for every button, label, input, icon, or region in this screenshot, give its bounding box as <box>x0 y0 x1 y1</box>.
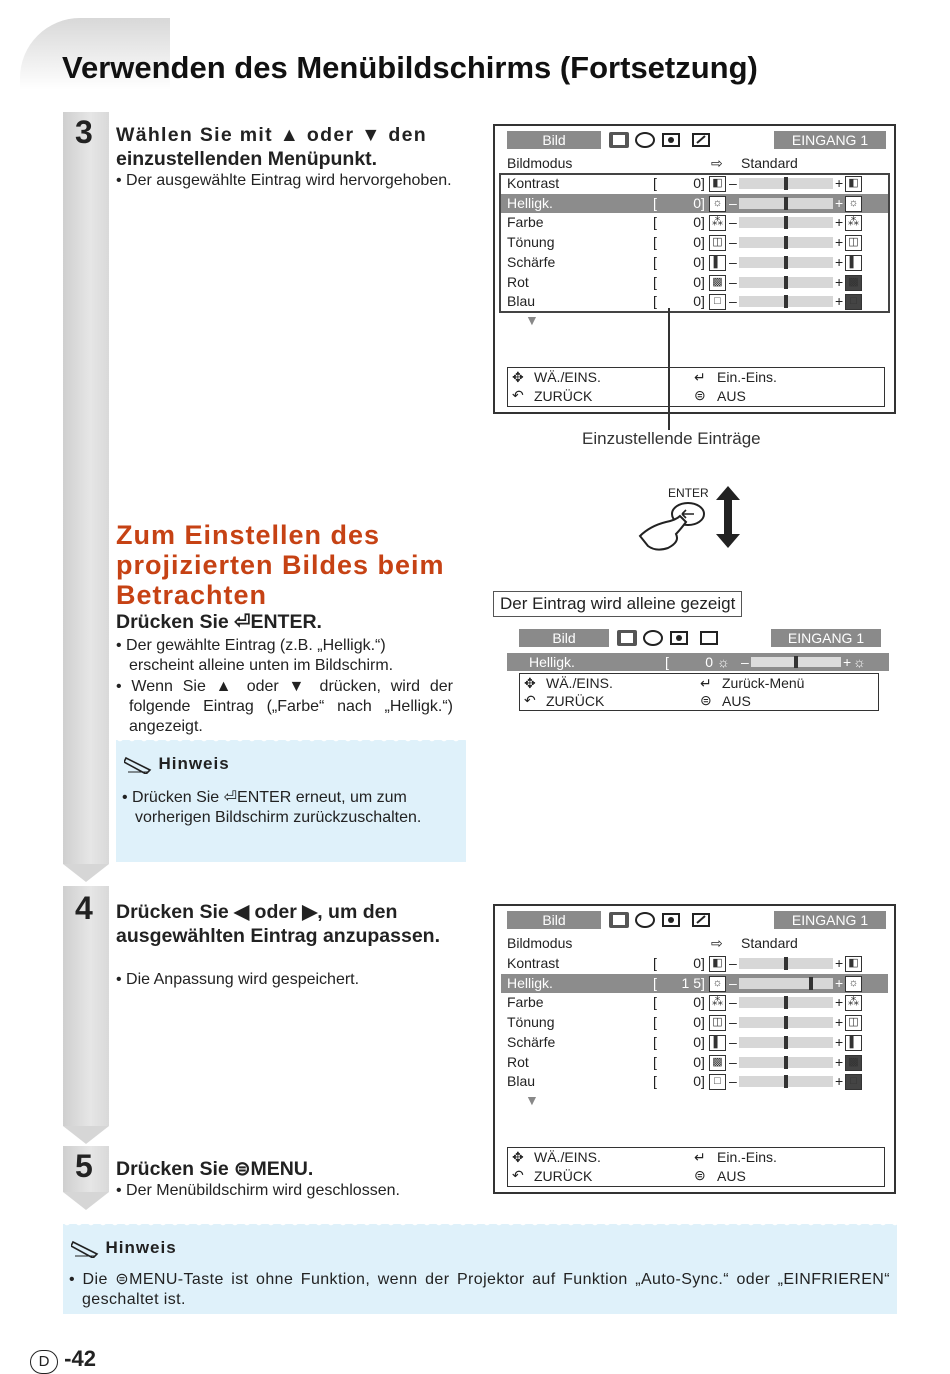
menu1-mode-row[interactable] <box>501 154 888 173</box>
menu-row-label: Tönung <box>507 1014 555 1031</box>
brightness-icon: ☼ <box>709 196 726 212</box>
note-box-1 <box>116 740 466 862</box>
menu-row-slider[interactable] <box>739 198 833 209</box>
callout-label: Einzustellende Einträge <box>582 429 761 448</box>
menu-row-bracket: [ <box>653 214 657 231</box>
menu-button-icon: ⊜ <box>700 692 712 708</box>
step3-heading <box>116 123 461 171</box>
menu2-plus: + <box>843 654 852 670</box>
brightness-icon: ☼ <box>845 196 862 212</box>
menu2-row-value: 0 <box>705 654 713 670</box>
menu-row-slider-knob[interactable] <box>784 256 788 269</box>
menu-row-slider-knob[interactable] <box>784 177 788 190</box>
select-arrows-icon: ✥ <box>512 1149 524 1165</box>
color-icon: ⁂ <box>845 215 862 231</box>
menu-row-value: 0 <box>693 1014 701 1031</box>
step4-heading: Drücken Sie ◀ oder ▶, um den ausgewählten Eintrag anzupassen. <box>116 901 440 947</box>
page-number: 42 <box>71 1346 96 1371</box>
menu-button-icon: ⊜ <box>694 1167 706 1183</box>
menu-row-slider-knob[interactable] <box>784 216 788 229</box>
note-dots-decoration <box>116 738 466 746</box>
scroll-down-icon[interactable]: ▼ <box>525 1092 539 1108</box>
region-mark: D <box>30 1350 58 1374</box>
menu-row[interactable] <box>501 253 888 272</box>
section-bullets <box>116 636 453 737</box>
menu-row[interactable] <box>501 233 888 252</box>
step3-bullet: • Der ausgewählte Eintrag wird hervorgehoben. <box>116 172 452 189</box>
menu-row-minus: – <box>729 293 737 310</box>
menu-row-label: Schärfe <box>507 253 556 270</box>
menu-row-bracket-close: ] <box>701 1053 705 1070</box>
menu-row-label: Blau <box>507 1073 536 1090</box>
menu-row-plus: + <box>835 194 844 211</box>
menu-row-slider[interactable] <box>739 257 833 268</box>
menu-row[interactable] <box>501 954 888 973</box>
brightness-icon: ☼ <box>717 654 730 670</box>
menu-row-value: 0 <box>693 293 701 310</box>
enter-icon: ↵ <box>700 675 712 691</box>
menu-row-plus: + <box>835 955 844 971</box>
menu1-mode-value: Standard <box>741 155 798 171</box>
select-arrows-icon: ✥ <box>512 369 524 385</box>
menu-row-bracket: [ <box>653 1033 657 1050</box>
menu-row-label: Kontrast <box>507 175 560 191</box>
menu2-selected-row[interactable] <box>507 653 889 671</box>
menu-row-slider[interactable] <box>739 178 833 189</box>
menu-row-bracket: [ <box>653 194 657 211</box>
menu1-help-select: WÄ./EINS. <box>534 369 601 385</box>
menu-row-plus: + <box>835 1014 844 1031</box>
menu-row-label: Farbe <box>507 994 544 1011</box>
color-icon: ⁂ <box>709 215 726 231</box>
enter-button-hand-illustration <box>636 486 746 558</box>
menu3-tabs <box>507 911 886 929</box>
menu-screen-1 <box>493 124 896 414</box>
menu-row-bracket-close: ] <box>701 234 705 251</box>
sharpness-icon: ▌ <box>709 1035 726 1051</box>
menu3-help-enter: Ein.-Eins. <box>717 1149 777 1165</box>
menu-row-plus: + <box>835 1033 844 1050</box>
note-dots-decoration <box>63 1222 897 1230</box>
menu-row-minus: – <box>729 955 737 971</box>
menu-row-bracket: [ <box>653 1053 657 1070</box>
step-rail-5-tip <box>63 1192 109 1210</box>
menu-row-bracket: [ <box>653 175 657 191</box>
menu3-mode-value: Standard <box>741 935 798 951</box>
menu1-tab-icons <box>605 131 745 149</box>
menu-row-slider-knob[interactable] <box>784 236 788 249</box>
note1-bullet: • Drücken Sie ⏎ENTER erneut, um zum vorherigen Bildschirm zurückzuschalten. <box>122 789 422 826</box>
menu-row-slider-knob[interactable] <box>784 1016 788 1029</box>
menu-row-bracket: [ <box>653 955 657 971</box>
menu-row-plus: + <box>835 253 844 270</box>
menu-row[interactable] <box>501 1033 888 1052</box>
step3-heading-line2: einzustellenden Menüpunkt. <box>116 148 378 170</box>
menu-row-slider[interactable] <box>739 997 833 1008</box>
menu-row-slider-knob[interactable] <box>784 1036 788 1049</box>
section-subheading: Drücken Sie ⏎ENTER. <box>116 611 322 633</box>
section-bullet-1: • Der gewählte Eintrag (z.B. „Helligk.“) erscheint alleine unten im Bildschirm. <box>116 637 394 674</box>
section-heading: Zum Einstellen des projizierten Bildes beim Betrachten <box>116 520 445 610</box>
sharpness-icon: ▌ <box>845 255 862 271</box>
menu-row-slider[interactable] <box>739 1076 833 1087</box>
menu1-tabs <box>507 131 886 149</box>
menu1-help-enter: Ein.-Eins. <box>717 369 777 385</box>
contrast-icon: ◧ <box>709 176 726 192</box>
menu-row-bracket-close: ] <box>701 175 705 191</box>
color-icon: ⁂ <box>709 995 726 1011</box>
menu2-help-menu: AUS <box>722 693 751 709</box>
menu-row-slider[interactable] <box>739 978 833 989</box>
menu-row-slider[interactable] <box>739 1057 833 1068</box>
menu3-mode-row[interactable] <box>501 934 888 953</box>
note2-bullet: • Die ⊜MENU-Taste ist ohne Funktion, wenn der Projektor auf Funktion „Auto-Sync.“ oder „EINFRIEREN“ geschaltet ist. <box>69 1271 890 1308</box>
menu-row-bracket-close: ] <box>701 293 705 310</box>
menu-row-value: 1 5 <box>681 974 701 991</box>
blue-icon: □ <box>845 294 862 310</box>
menu-row-plus: + <box>835 293 844 310</box>
enter-icon: ↵ <box>694 369 706 385</box>
menu-row-bracket: [ <box>653 273 657 290</box>
step-rail-3 <box>63 112 109 864</box>
pencil-icon <box>71 1240 101 1258</box>
menu-row-bracket-close: ] <box>701 1073 705 1090</box>
menu-tab-icons-svg <box>605 131 745 149</box>
step-number-3: 3 <box>75 114 93 150</box>
menu-row-label: Farbe <box>507 214 544 231</box>
menu-row-slider[interactable] <box>739 296 833 307</box>
menu-row-slider-knob[interactable] <box>784 1056 788 1069</box>
menu2-tab-icons <box>613 629 743 647</box>
menu-row-slider-knob[interactable] <box>809 977 813 990</box>
menu2-help-box <box>519 673 879 711</box>
menu-row-minus: – <box>729 1033 737 1050</box>
menu-row[interactable] <box>501 213 888 232</box>
menu1-help-menu: AUS <box>717 388 746 404</box>
sharpness-icon: ▌ <box>709 255 726 271</box>
menu-row-value: 0 <box>693 1053 701 1070</box>
step4-bullet: • Die Anpassung wird gespeichert. <box>116 971 360 988</box>
menu-row[interactable] <box>501 1013 888 1032</box>
menu-row-plus: + <box>835 974 844 991</box>
page-number-dash: - <box>58 1346 72 1371</box>
menu-row-label: Kontrast <box>507 955 560 971</box>
menu-row-value: 0 <box>693 175 701 191</box>
contrast-icon: ◧ <box>845 956 862 972</box>
step-rail-4-tip <box>63 1126 109 1144</box>
brightness-icon: ☼ <box>845 976 862 992</box>
step-number-4: 4 <box>75 890 93 926</box>
step3-heading-line1: Wählen Sie mit ▲ oder ▼ den <box>116 124 427 146</box>
step5-bullet: • Der Menübildschirm wird geschlossen. <box>116 1182 400 1199</box>
menu-row-minus: – <box>729 214 737 231</box>
scroll-down-icon[interactable]: ▼ <box>525 312 539 328</box>
menu-row-slider-knob[interactable] <box>784 295 788 308</box>
menu-row-minus: – <box>729 974 737 991</box>
menu-row-bracket-close: ] <box>701 1033 705 1050</box>
enter-key-label: ENTER <box>668 486 709 500</box>
tint-icon: ◫ <box>709 1015 726 1031</box>
contrast-icon: ◧ <box>709 956 726 972</box>
menu-row-minus: – <box>729 273 737 290</box>
menu-row-value: 0 <box>693 955 701 971</box>
menu2-minus: – <box>741 654 749 670</box>
menu1-help-back: ZURÜCK <box>534 388 593 404</box>
page-title: Verwenden des Menübildschirms (Fortsetzung) <box>62 50 758 85</box>
tint-icon: ◫ <box>709 235 726 251</box>
red-icon: ▩ <box>845 1055 862 1071</box>
menu-row-minus: – <box>729 253 737 270</box>
red-icon: ▩ <box>845 275 862 291</box>
menu2-help-enter: Zurück-Menü <box>722 675 805 691</box>
menu-row-bracket: [ <box>653 1073 657 1090</box>
menu-row[interactable] <box>501 194 888 213</box>
menu2-slider-knob[interactable] <box>794 656 798 668</box>
red-icon: ▩ <box>709 1055 726 1071</box>
menu-tab-icons-svg <box>605 911 745 929</box>
menu-row-value: 0 <box>693 214 701 231</box>
menu-row-slider[interactable] <box>739 237 833 248</box>
menu-row-slider-knob[interactable] <box>784 957 788 970</box>
menu-row-label: Schärfe <box>507 1033 556 1050</box>
menu-row-bracket: [ <box>653 293 657 310</box>
menu3-tab-bild[interactable]: Bild <box>507 911 601 929</box>
menu-row-bracket-close: ] <box>701 253 705 270</box>
menu-row-plus: + <box>835 1053 844 1070</box>
menu3-tab-icons <box>605 911 745 929</box>
note1-head <box>124 754 230 774</box>
menu-row-plus: + <box>835 994 844 1011</box>
return-icon: ↶ <box>512 387 524 403</box>
menu-row-bracket-close: ] <box>701 955 705 971</box>
menu-row[interactable] <box>501 292 888 311</box>
menu-row-minus: – <box>729 234 737 251</box>
step-rail-3-tip <box>63 864 109 882</box>
menu-row-minus: – <box>729 194 737 211</box>
menu-row-slider-knob[interactable] <box>784 996 788 1009</box>
arrow-right-icon: ⇨ <box>711 935 723 951</box>
return-icon: ↶ <box>524 692 536 708</box>
menu3-help-menu: AUS <box>717 1168 746 1184</box>
callout-line <box>668 308 670 430</box>
menu-row-slider[interactable] <box>739 217 833 228</box>
menu-row-slider-knob[interactable] <box>784 1075 788 1088</box>
blue-icon: □ <box>845 1074 862 1090</box>
color-icon: ⁂ <box>845 995 862 1011</box>
menu-row-value: 0 <box>693 1033 701 1050</box>
menu-row-label: Tönung <box>507 234 555 251</box>
menu-row[interactable] <box>501 1072 888 1091</box>
blue-icon: □ <box>709 1074 726 1090</box>
menu-row-value: 0 <box>693 1073 701 1090</box>
menu-row-value: 0 <box>693 234 701 251</box>
menu3-help-back: ZURÜCK <box>534 1168 593 1184</box>
menu-row-minus: – <box>729 994 737 1011</box>
section-bullet-2: • Wenn Sie ▲ oder ▼ drücken, wird der folgende Eintrag („Farbe“ nach „Helligk.“) angezeigt. <box>116 678 453 735</box>
menu2-row-label: Helligk. <box>529 654 575 670</box>
menu-row-label: Helligk. <box>507 194 553 211</box>
menu-row-bracket: [ <box>653 994 657 1011</box>
menu-row-slider[interactable] <box>739 277 833 288</box>
menu-row-value: 0 <box>693 273 701 290</box>
menu-row-slider-knob[interactable] <box>784 197 788 210</box>
brightness-icon: ☼ <box>853 654 866 670</box>
menu-row-bracket: [ <box>653 234 657 251</box>
note2-head <box>71 1238 177 1258</box>
menu1-mode-label: Bildmodus <box>507 155 573 171</box>
menu-row-plus: + <box>835 273 844 290</box>
menu-row-minus: – <box>729 1053 737 1070</box>
menu-screen-3 <box>493 904 896 1194</box>
menu2-tab-bild[interactable]: Bild <box>519 629 609 647</box>
menu-row-value: 0 <box>693 994 701 1011</box>
menu-row-slider[interactable] <box>739 1037 833 1048</box>
menu-row-plus: + <box>835 175 844 191</box>
menu-button-icon: ⊜ <box>694 387 706 403</box>
menu-row[interactable] <box>501 1053 888 1072</box>
menu2-slider[interactable] <box>751 657 841 667</box>
single-item-label-box: Der Eintrag wird alleine gezeigt <box>493 591 742 617</box>
menu-row-label: Rot <box>507 273 529 290</box>
step-number-5: 5 <box>75 1148 93 1184</box>
menu-row-bracket-close: ] <box>701 974 705 991</box>
menu-row-label: Helligk. <box>507 974 553 991</box>
menu-row-slider[interactable] <box>739 1017 833 1028</box>
sharpness-icon: ▌ <box>845 1035 862 1051</box>
menu1-input-tab: EINGANG 1 <box>774 131 886 149</box>
select-arrows-icon: ✥ <box>524 675 536 691</box>
menu-row[interactable] <box>501 174 888 193</box>
menu-row-bracket-close: ] <box>701 273 705 290</box>
menu-row-label: Rot <box>507 1053 529 1070</box>
menu2-bracket: [ <box>665 654 669 670</box>
return-icon: ↶ <box>512 1167 524 1183</box>
menu-row-bracket-close: ] <box>701 1014 705 1031</box>
menu2-help-back: ZURÜCK <box>546 693 605 709</box>
menu-row[interactable] <box>501 993 888 1012</box>
brightness-icon: ☼ <box>709 976 726 992</box>
menu-row-bracket: [ <box>653 974 657 991</box>
enter-icon: ↵ <box>694 1149 706 1165</box>
menu2-input-tab: EINGANG 1 <box>771 629 881 647</box>
menu-row-bracket-close: ] <box>701 994 705 1011</box>
menu-row[interactable] <box>501 974 888 993</box>
menu-row-slider[interactable] <box>739 958 833 969</box>
step5-heading: Drücken Sie ⊜MENU. <box>116 1158 314 1180</box>
tint-icon: ◫ <box>845 235 862 251</box>
tint-icon: ◫ <box>845 1015 862 1031</box>
menu-row-slider-knob[interactable] <box>784 276 788 289</box>
menu-row-minus: – <box>729 175 737 191</box>
menu3-input-tab: EINGANG 1 <box>774 911 886 929</box>
menu1-help-box <box>507 367 885 407</box>
menu3-help-select: WÄ./EINS. <box>534 1149 601 1165</box>
menu-row-bracket: [ <box>653 253 657 270</box>
blue-icon: □ <box>709 294 726 310</box>
menu-row-minus: – <box>729 1014 737 1031</box>
menu-row-label: Blau <box>507 293 536 310</box>
arrow-right-icon: ⇨ <box>711 155 723 171</box>
menu1-tab-bild[interactable]: Bild <box>507 131 601 149</box>
menu-row-plus: + <box>835 234 844 251</box>
note-box-2 <box>63 1224 897 1314</box>
menu-row[interactable] <box>501 273 888 292</box>
note2-heading: Hinweis <box>105 1238 177 1257</box>
menu-row-bracket-close: ] <box>701 214 705 231</box>
pencil-icon <box>124 756 154 774</box>
note1-heading: Hinweis <box>158 754 230 773</box>
menu-row-plus: + <box>835 214 844 231</box>
red-icon: ▩ <box>709 275 726 291</box>
menu-row-value: 0 <box>693 194 701 211</box>
contrast-icon: ◧ <box>845 176 862 192</box>
menu-screen-2 <box>507 627 889 713</box>
menu3-mode-label: Bildmodus <box>507 935 573 951</box>
menu-row-plus: + <box>835 1073 844 1090</box>
menu-row-bracket: [ <box>653 1014 657 1031</box>
menu-row-minus: – <box>729 1073 737 1090</box>
menu-row-value: 0 <box>693 253 701 270</box>
menu3-help-box <box>507 1147 885 1187</box>
menu2-help-select: WÄ./EINS. <box>546 675 613 691</box>
menu-row-bracket-close: ] <box>701 194 705 211</box>
